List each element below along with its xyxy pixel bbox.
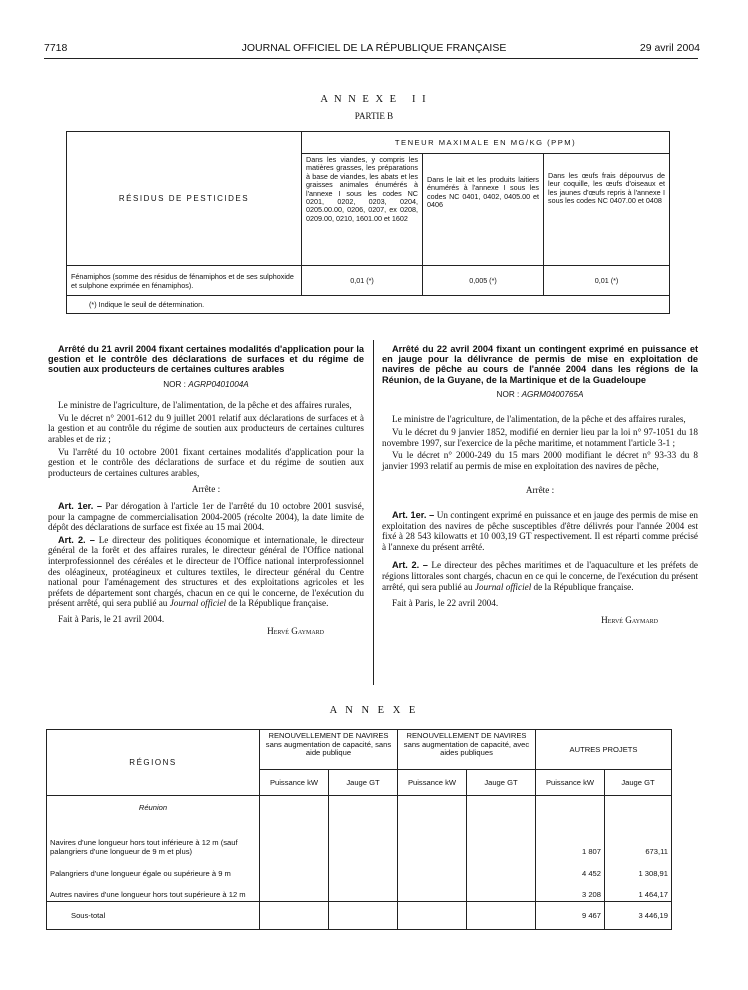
sub-header: Puissance kW: [536, 770, 605, 796]
sub-header: Jauge GT: [605, 770, 672, 796]
fenamiphos-lait: 0,005 (*): [423, 266, 544, 296]
group-header-sans-aide: RENOUVELLEMENT DE NAVIRES sans augmentation de capacité, sans aide publique: [260, 730, 398, 770]
sub-header: Puissance kW: [398, 770, 467, 796]
annex2-title: A N N E X E I I: [320, 94, 428, 105]
row-gt: 1 464,17: [605, 880, 672, 902]
column-divider: [373, 340, 374, 685]
table-row: Navires d'une longueur hors tout inférieure à 12 m (sauf palangriers d'une longueur de 9 m et plus): [47, 820, 260, 858]
table-row: Autres navires d'une longueur hors tout supérieure à 12 m: [47, 880, 260, 902]
table-note: (*) Indique le seuil de détermination.: [67, 296, 670, 314]
right-nor-code: AGRM0400765A: [521, 389, 584, 399]
annex-table: [46, 729, 672, 930]
page-number: 7718: [44, 42, 68, 54]
right-signature: Hervé Gaymard: [601, 614, 658, 625]
annex2-part: PARTIE B: [354, 111, 394, 121]
right-p1: Le ministre de l'agriculture, de l'alimentation, de la pêche et des affaires rurales,: [392, 414, 686, 425]
left-art2: Art. 2. – Le directeur des politiques économique et internationale, le directeur général de la forêt et des affaires rurales, le directeur général de l'Office national interprofessionnel des céréales et le directeur de l'Office national interprofessionnel des oléagineux, protéagineux et cultures textiles, le directeur général du Centre national pour l'aménagement des structures et des exploitations agricoles et les préfets de département sont chargés, chacun en ce qui le concerne, de l'exécution du présent arrêté, qui sera publié au Journal officiel de la République française.: [48, 534, 364, 609]
group-header-autres: AUTRES PROJETS: [536, 730, 672, 770]
left-article-title: Arrêté du 21 avril 2004 fixant certaines modalités d'application pour la gestion et le contrôle des déclarations de surfaces et du régime de soutien aux producteurs de certaines cultures arables: [48, 344, 364, 375]
journal-title: JOURNAL OFFICIEL DE LA RÉPUBLIQUE FRANÇAISE: [241, 42, 507, 54]
left-nor: NOR : AGRP0401004A: [163, 379, 249, 389]
subtotal-kw: 9 467: [536, 902, 605, 930]
teneur-header: TENEUR MAXIMALE EN MG/KG (PPM): [302, 132, 670, 154]
row-kw: 1 807: [536, 820, 605, 858]
teneur-col-viandes: Dans les viandes, y compris les matières grasses, les préparations à base de viandes, les abats et les graisses animales énumérés à l'annexe I sous les codes NC 0201, 0202, 0203, 0204, 0205.00.00, 0206, 0207, ex 0208, 0209.00, 0210, 1601.00 et 1602: [302, 154, 423, 266]
left-art1: Art. 1er. – Par dérogation à l'article 1er de l'arrêté du 10 octobre 2001 susvisé, pour la campagne de commercialisation 2004-2005 (récolte 2004), la date limite de dépôt des déclarations de surface est fixée au 15 mai 2004.: [48, 500, 364, 533]
teneur-col-oeufs: Dans les œufs frais dépourvus de leur coquille, les œufs d'oiseaux et les jaunes d'œufs repris à l'annexe I sous les codes NC 0407.00 et 0408: [544, 154, 670, 266]
right-p2: Vu le décret du 9 janvier 1852, modifié en dernier lieu par la loi n° 97-1051 du 18 novembre 1997, sur l'exercice de la pêche maritime, et notamment l'article 3-1 ;: [382, 427, 698, 448]
fenamiphos-label: Fénamiphos (somme des résidus de fénamiphos et de ses sulphoxide et sulphone exprimée en fénamiphos).: [67, 266, 302, 296]
left-p2: Vu le décret n° 2001-612 du 9 juillet 2001 relatif aux déclarations de surfaces et à la gestion et au contrôle du régime de soutien aux producteurs de certaines cultures arables et de riz ;: [48, 412, 364, 444]
table-row: Palangriers d'une longueur égale ou supérieure à 9 m: [47, 858, 260, 880]
annex-title: A N N E X E: [329, 705, 419, 716]
regions-header: RÉGIONS: [47, 730, 260, 796]
left-nor-code: AGRP0401004A: [188, 379, 249, 389]
row-gt: 673,11: [605, 820, 672, 858]
left-fait: Fait à Paris, le 21 avril 2004.: [58, 613, 165, 624]
row-kw: 4 452: [536, 858, 605, 880]
left-arrete: Arrête :: [191, 484, 221, 495]
left-p3: Vu l'arrêté du 10 octobre 2001 fixant certaines modalités d'application pour la gestion et le contrôle des déclarations de surface et du régime de soutien aux producteurs de certaines cultures arables,: [48, 446, 364, 478]
residus-header: RÉSIDUS DE PESTICIDES: [67, 132, 302, 266]
right-p3: Vu le décret n° 2000-249 du 15 mars 2000 modifiant le décret n° 93-33 du 8 janvier 1993 relatif au permis de mise en exploitation des navires de pêche,: [382, 450, 698, 471]
left-article: [48, 344, 364, 639]
sub-header: Jauge GT: [467, 770, 536, 796]
fenamiphos-viandes: 0,01 (*): [302, 266, 423, 296]
group-header-avec-aides: RENOUVELLEMENT DE NAVIRES sans augmentation de capacité, avec aides publiques: [398, 730, 536, 770]
right-article: [382, 344, 698, 627]
region-name: Réunion: [47, 796, 260, 820]
right-nor: NOR : AGRM0400765A: [496, 389, 584, 399]
row-gt: 1 308,91: [605, 858, 672, 880]
row-kw: 3 208: [536, 880, 605, 902]
right-art1: Art. 1er. – Un contingent exprimé en puissance et en jauge des permis de mise en exploitation des navires de pêche susceptibles d'être délivrés pour l'année 2004 est fixé à 28 543 kilowatts et 10 003,19 GT respectivement. Il est réparti comme précisé à l'annexe du présent arrêté.: [382, 509, 698, 552]
right-article-title: Arrêté du 22 avril 2004 fixant un contingent exprimé en puissance et en jauge pour la délivrance de permis de mise en exploitation de navires de pêche au cours de l'année 2004 dans les régions de la Réunion, de la Guyane, de la Martinique et de la Guadeloupe: [382, 344, 698, 385]
issue-date: 29 avril 2004: [639, 42, 700, 54]
sub-header: Jauge GT: [329, 770, 398, 796]
left-p1: Le ministre de l'agriculture, de l'alimentation, de la pêche et des affaires rurales,: [58, 400, 352, 411]
teneur-col-lait: Dans le lait et les produits laitiers énumérés à l'annexe I sous les codes NC 0401, 0402, 0405.00 et 0406: [423, 154, 544, 266]
subtotal-label: Sous-total: [47, 902, 260, 930]
header-rule: [44, 58, 698, 59]
right-arrete: Arrête :: [525, 485, 555, 496]
right-fait: Fait à Paris, le 22 avril 2004.: [392, 598, 499, 609]
fenamiphos-oeufs: 0,01 (*): [544, 266, 670, 296]
right-art2: Art. 2. – Le directeur des pêches maritimes et de l'aquaculture et les préfets de régions littorales sont chargés, chacun en ce qui le concerne, de l'exécution du présent arrêté, qui sera publié au Journal officiel de la République française.: [382, 560, 698, 592]
subtotal-gt: 3 446,19: [605, 902, 672, 930]
pesticide-table: [66, 131, 670, 314]
sub-header: Puissance kW: [260, 770, 329, 796]
left-signature: Hervé Gaymard: [267, 626, 324, 637]
